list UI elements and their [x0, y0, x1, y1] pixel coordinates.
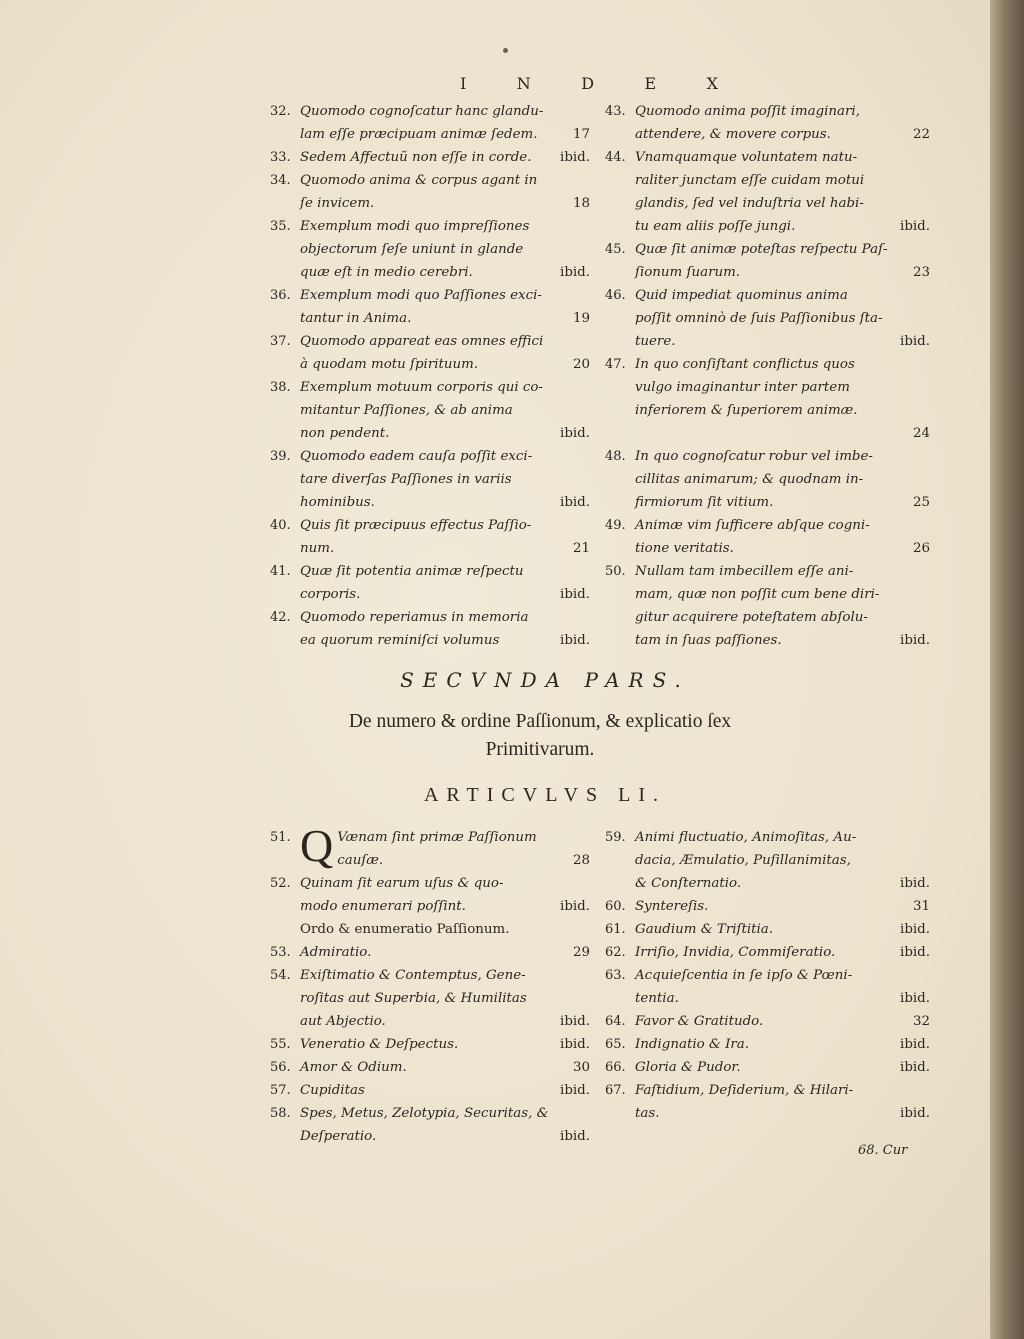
entry-line: Exiſtimatio & Contemptus, Gene- — [300, 968, 526, 983]
index-entry — [605, 514, 930, 560]
index-entry — [270, 872, 590, 918]
entry-line: Syntereſis. — [635, 899, 709, 914]
entry-line: Quomodo cognoſcatur hanc glandu- — [300, 104, 544, 119]
entry-text — [635, 284, 930, 353]
entry-line: tentia. — [635, 991, 679, 1006]
page-reference: ibid. — [900, 991, 930, 1006]
page-reference: 20 — [572, 357, 590, 372]
index-entry — [605, 1033, 930, 1056]
entry-number: 54. — [270, 968, 291, 983]
header-letter: N — [516, 74, 533, 93]
entry-line: tare diverſas Paſſiones in variis — [300, 472, 512, 487]
entry-line: à quodam motu ſpirituum. — [300, 357, 479, 372]
entry-number: 48. — [605, 449, 626, 464]
page-reference: ibid. — [560, 150, 590, 165]
index-entry — [605, 445, 930, 514]
index-entry — [270, 284, 590, 330]
entry-line: Nullam tam imbecillem eſſe ani- — [635, 564, 854, 579]
entry-text — [635, 941, 930, 964]
entry-number: 63. — [605, 968, 626, 983]
section-subtitle — [210, 708, 870, 764]
entry-line: tione veritatis. — [635, 541, 734, 556]
header-letter: D — [581, 74, 597, 93]
entry-line: Exemplum motuum corporis qui co- — [300, 380, 543, 395]
page-reference: 21 — [572, 541, 590, 556]
entry-line: Quæ ſit potentia animæ reſpectu — [300, 564, 524, 579]
page-reference: ibid. — [900, 334, 930, 349]
index-entry — [270, 330, 590, 376]
entry-line: tuere. — [635, 334, 676, 349]
subtitle-line: Primitivarum. — [485, 739, 595, 760]
entry-text — [300, 918, 590, 941]
page-reference: 26 — [912, 541, 930, 556]
index-entry — [605, 284, 930, 353]
ink-dot — [503, 48, 508, 53]
entry-line: Exemplum modi quo impreſſiones — [300, 219, 530, 234]
index-entry — [270, 606, 590, 652]
entry-line: lam eſſe præcipuam animæ ſedem. — [300, 127, 538, 142]
index-entry — [605, 238, 930, 284]
entry-line: Gloria & Pudor. — [635, 1060, 741, 1075]
entry-text — [300, 169, 590, 215]
entry-line: tantur in Anima. — [300, 311, 412, 326]
entry-line: Quinam ſit earum uſus & quo- — [300, 876, 504, 891]
index-entry — [605, 895, 930, 918]
entry-number: 40. — [270, 518, 291, 533]
entry-line: vulgo imaginantur inter partem — [635, 380, 850, 395]
page-reference: ibid. — [900, 1106, 930, 1121]
page-reference: ibid. — [900, 1060, 930, 1075]
index-entry — [605, 826, 930, 895]
entry-text — [635, 1010, 930, 1033]
entry-line: In quo cognoſcatur robur vel imbe- — [635, 449, 873, 464]
index-entry — [605, 1010, 930, 1033]
drop-capital: Q — [300, 820, 334, 871]
page-reference: ibid. — [900, 876, 930, 891]
entry-line: cillitas animarum; & quodnam in- — [635, 472, 864, 487]
index-entry — [270, 215, 590, 284]
entry-text — [300, 1033, 590, 1056]
page-reference: ibid. — [560, 1037, 590, 1052]
entry-line: Vnamquamque voluntatem natu- — [635, 150, 858, 165]
index-entry — [605, 1079, 930, 1125]
entry-line: quæ eſt in medio cerebri. — [300, 265, 473, 280]
article-heading: ARTICVLVS LI. — [423, 784, 667, 806]
page-reference: 17 — [572, 127, 590, 142]
page-reference: ibid. — [560, 587, 590, 602]
entry-number: 37. — [270, 334, 291, 349]
entry-text — [300, 820, 590, 872]
entry-number: 61. — [605, 922, 626, 937]
page-reference: 30 — [572, 1060, 590, 1075]
entry-line: inferiorem & ſuperiorem animæ. — [635, 403, 858, 418]
index-entry — [270, 1033, 590, 1056]
entry-number: 66. — [605, 1060, 626, 1075]
entry-number: 55. — [270, 1037, 291, 1052]
entry-number: 47. — [605, 357, 626, 372]
entry-number: 60. — [605, 899, 626, 914]
index-entry — [270, 1079, 590, 1102]
entry-line: ſe invicem. — [300, 196, 375, 211]
header-letter: E — [644, 74, 659, 93]
page-reference: 24 — [912, 426, 930, 441]
entry-line: Cupiditas — [300, 1083, 365, 1098]
entry-number: 56. — [270, 1060, 291, 1075]
entry-line: mitantur Paſſiones, & ab anima — [300, 403, 513, 418]
binding-gutter — [990, 0, 1024, 1339]
index-column-right-top — [605, 100, 930, 652]
entry-text — [635, 895, 930, 918]
entry-line: roſitas aut Superbia, & Humilitas — [300, 991, 527, 1006]
entry-line: Animi fluctuatio, Animoſitas, Au- — [635, 830, 857, 845]
entry-text — [300, 1102, 590, 1148]
index-entry — [270, 169, 590, 215]
entry-number: 45. — [605, 242, 626, 257]
index-entry — [605, 964, 930, 1010]
index-entry — [270, 146, 590, 169]
entry-line: cauſæ. — [337, 853, 384, 868]
section-title: SECVNDA PARS. — [400, 668, 690, 692]
entry-text — [635, 1033, 930, 1056]
entry-number: 44. — [605, 150, 626, 165]
entry-line: tas. — [635, 1106, 660, 1121]
entry-text — [635, 826, 930, 895]
entry-line: Quomodo reperiamus in memoria — [300, 610, 529, 625]
entry-line: Irriſio, Invidia, Commiſeratio. — [635, 945, 836, 960]
entry-line: objectorum ſeſe uniunt in glande — [300, 242, 524, 257]
index-column-left-bottom — [270, 820, 590, 1148]
index-entry — [270, 820, 590, 872]
index-entry — [270, 941, 590, 964]
page-reference: ibid. — [900, 922, 930, 937]
index-entry — [270, 964, 590, 1033]
page-reference: 28 — [572, 853, 590, 868]
entry-line: Acquieſcentia in ſe ipſo & Pœni- — [635, 968, 853, 983]
entry-line: Quomodo appareat eas omnes effici — [300, 334, 544, 349]
entry-line: Exemplum modi quo Paſſiones exci- — [300, 288, 542, 303]
index-entry — [605, 100, 930, 146]
entry-number: 33. — [270, 150, 291, 165]
entry-text — [300, 330, 590, 376]
entry-number: 57. — [270, 1083, 291, 1098]
index-entry — [605, 918, 930, 941]
entry-line: ea quorum reminiſci volumus — [300, 633, 500, 648]
header-letter: X — [706, 74, 720, 93]
entry-line: Animæ vim ſufficere abſque cogni- — [635, 518, 870, 533]
entry-line: raliter junctam eſſe cuidam motui — [635, 173, 865, 188]
entry-line: & Conſternatio. — [635, 876, 742, 891]
entry-line: mam, quæ non poſſit cum bene diri- — [635, 587, 880, 602]
index-column-right-bottom — [605, 826, 930, 1125]
page-reference: ibid. — [560, 1014, 590, 1029]
entry-line: Favor & Gratitudo. — [635, 1014, 764, 1029]
entry-line: Gaudium & Triſtitia. — [635, 922, 774, 937]
entry-line: Amor & Odium. — [300, 1060, 407, 1075]
entry-number: 46. — [605, 288, 626, 303]
index-entry — [270, 918, 590, 941]
entry-number: 36. — [270, 288, 291, 303]
page-reference: ibid. — [900, 219, 930, 234]
entry-line: Spes, Metus, Zelotypia, Securitas, & — [300, 1106, 549, 1121]
entry-number: 41. — [270, 564, 291, 579]
entry-text — [300, 376, 590, 445]
entry-line: glandis, ſed vel induſtria vel habi- — [635, 196, 864, 211]
page-reference: ibid. — [560, 633, 590, 648]
entry-number: 53. — [270, 945, 291, 960]
entry-line: Faſtidium, Deſiderium, & Hilari- — [635, 1083, 854, 1098]
entry-text — [635, 146, 930, 238]
entry-text — [635, 560, 930, 652]
page-reference: 29 — [572, 945, 590, 960]
entry-number: 35. — [270, 219, 291, 234]
page-reference: ibid. — [900, 945, 930, 960]
entry-text — [300, 146, 590, 169]
entry-number: 39. — [270, 449, 291, 464]
page-reference: 19 — [572, 311, 590, 326]
entry-line: non pendent. — [300, 426, 390, 441]
page-reference: ibid. — [900, 633, 930, 648]
index-entry — [270, 1102, 590, 1148]
entry-line: hominibus. — [300, 495, 375, 510]
entry-line: In quo conſiſtant conflictus quos — [635, 357, 855, 372]
page-reference: ibid. — [560, 426, 590, 441]
entry-number: 59. — [605, 830, 626, 845]
header-letter: I — [460, 74, 469, 93]
entry-text — [300, 606, 590, 652]
index-column-left-top — [270, 100, 590, 652]
entry-line: Deſperatio. — [300, 1129, 377, 1144]
entry-line: dacia, Æmulatio, Puſillanimitas, — [635, 853, 851, 868]
entry-text — [300, 964, 590, 1033]
entry-text — [300, 284, 590, 330]
entry-number: 67. — [605, 1083, 626, 1098]
entry-line: Quomodo anima poſſit imaginari, — [635, 104, 860, 119]
entry-line: poſſit omninò de ſuis Paſſionibus ſta- — [635, 311, 883, 326]
entry-number: 62. — [605, 945, 626, 960]
entry-number: 65. — [605, 1037, 626, 1052]
entry-text — [635, 514, 930, 560]
entry-number: 64. — [605, 1014, 626, 1029]
entry-number: 32. — [270, 104, 291, 119]
page-reference: ibid. — [560, 899, 590, 914]
index-entry — [605, 941, 930, 964]
entry-line: Quid impediat quominus anima — [635, 288, 848, 303]
entry-text — [300, 941, 590, 964]
entry-text — [300, 100, 590, 146]
page-reference: 18 — [572, 196, 590, 211]
entry-line: tam in ſuas paſſiones. — [635, 633, 782, 648]
entry-number: 52. — [270, 876, 291, 891]
entry-line: Quomodo eadem cauſa poſſit exci- — [300, 449, 533, 464]
entry-line: aut Abjectio. — [300, 1014, 386, 1029]
index-entry — [605, 1056, 930, 1079]
page-reference: 22 — [912, 127, 930, 142]
page-reference: 23 — [912, 265, 930, 280]
entry-line: Admiratio. — [300, 945, 372, 960]
entry-number: 42. — [270, 610, 291, 625]
entry-line: modo enumerari poſſint. — [300, 899, 466, 914]
entry-number: 38. — [270, 380, 291, 395]
page-reference: ibid. — [560, 265, 590, 280]
entry-text — [300, 1056, 590, 1079]
page-reference: ibid. — [560, 1129, 590, 1144]
index-entry — [605, 560, 930, 652]
index-entry — [270, 560, 590, 606]
entry-line: corporis. — [300, 587, 361, 602]
catchword: 68. Cur — [858, 1143, 908, 1158]
entry-line: Quis ſit præcipuus effectus Paſſio- — [300, 518, 532, 533]
entry-number: 51. — [270, 830, 291, 845]
entry-text — [300, 514, 590, 560]
index-entry — [270, 445, 590, 514]
page-reference: ibid. — [900, 1037, 930, 1052]
page-reference: ibid. — [560, 495, 590, 510]
entry-line: num. — [300, 541, 335, 556]
index-entry — [605, 353, 930, 445]
entry-text — [635, 964, 930, 1010]
page-reference: 25 — [912, 495, 930, 510]
entry-text — [635, 918, 930, 941]
entry-text — [300, 1079, 590, 1102]
index-entry — [270, 1056, 590, 1079]
index-entry — [605, 146, 930, 238]
entry-line: tu eam aliis poſſe jungi. — [635, 219, 796, 234]
entry-line: Veneratio & Deſpectus. — [300, 1037, 459, 1052]
index-entry — [270, 376, 590, 445]
entry-line: Quomodo anima & corpus agant in — [300, 173, 538, 188]
entry-text — [300, 215, 590, 284]
entry-text — [635, 238, 930, 284]
entry-number: 34. — [270, 173, 291, 188]
entry-text — [635, 1079, 930, 1125]
entry-text — [300, 560, 590, 606]
entry-number: 58. — [270, 1106, 291, 1121]
page-reference: ibid. — [560, 1083, 590, 1098]
entry-line: ſionum ſuarum. — [635, 265, 741, 280]
page-reference: 31 — [912, 899, 930, 914]
subtitle-line: De numero & ordine Paſſionum, & explicatio ſex — [348, 711, 732, 732]
entry-text — [300, 872, 590, 918]
entry-text — [635, 353, 930, 445]
entry-line: Ordo & enumeratio Paſſionum. — [300, 922, 510, 937]
entry-line: attendere, & movere corpus. — [635, 127, 831, 142]
entry-text — [635, 100, 930, 146]
entry-line: Sedem Affectuũ non eſſe in corde. — [300, 150, 532, 165]
running-header — [460, 74, 720, 96]
entry-number: 49. — [605, 518, 626, 533]
entry-text — [300, 445, 590, 514]
index-entry — [270, 514, 590, 560]
entry-line: Vænam ſint primæ Paſſionum — [337, 830, 537, 845]
entry-line: Quæ ſit animæ poteſtas reſpectu Paſ- — [635, 242, 888, 257]
entry-number: 43. — [605, 104, 626, 119]
entry-line: gitur acquirere poteſtatem abſolu- — [635, 610, 868, 625]
entry-line: Indignatio & Ira. — [635, 1037, 750, 1052]
index-entry — [270, 100, 590, 146]
entry-line: firmiorum ſit vitium. — [635, 495, 774, 510]
entry-number: 50. — [605, 564, 626, 579]
entry-text — [635, 1056, 930, 1079]
entry-text — [635, 445, 930, 514]
page-reference: 32 — [912, 1014, 930, 1029]
